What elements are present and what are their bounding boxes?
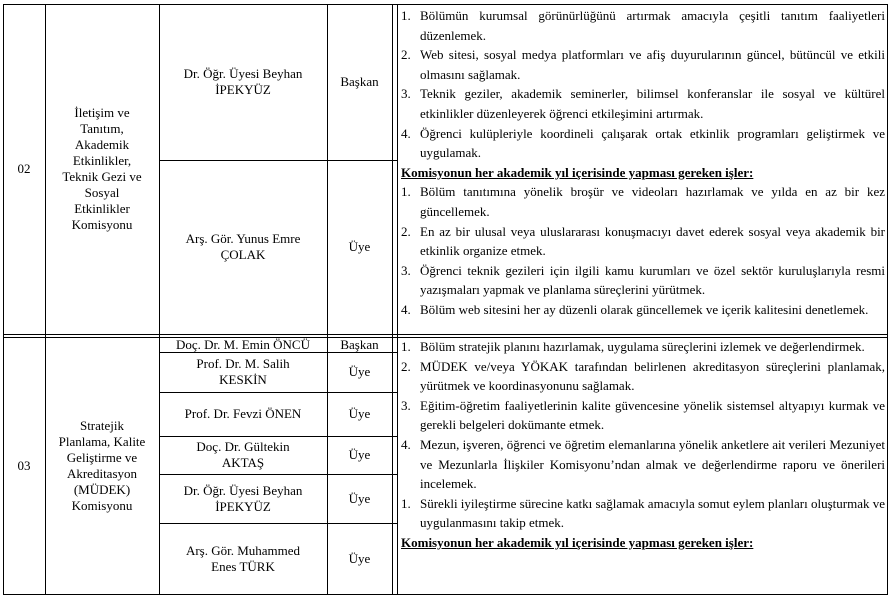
duty-item: 3. Teknik geziler, akademik seminerler, bilimsel konferanslar ile sosyal ve kültürel etkinlikler düzenleyerek öğrenci etkileşimini artırmak. bbox=[401, 86, 885, 121]
duties-heading: Komisyonun her akademik yıl içerisinde yapması gereken işler: bbox=[401, 534, 754, 550]
member-name: Doç. Dr. M. Emin ÖNCÜ bbox=[176, 336, 310, 352]
duty-item: 1. Bölüm tanıtımına yönelik broşür ve videoları hazırlamak ve yılda en az bir kez güncellemek. bbox=[401, 184, 885, 219]
member-role: Başkan bbox=[340, 336, 379, 352]
duties-list bbox=[401, 6, 885, 320]
committee-name: İletişim ve Tanıtım, Akademik Etkinlikler, Teknik Gezi ve Sosyal Etkinlikler Komisyonu bbox=[62, 105, 142, 232]
duty-item: 4. Mezun, işveren, öğrenci ve öğretim elemanlarına yönelik anketlere ait verileri Mezuniyet ve Mezunlarla İlişkiler Komisyonu’ndan almak ve değerlendirme raporu ve önerileri incelemek. bbox=[401, 436, 886, 492]
duty-item: 1. Bölüm stratejik planını hazırlamak, uygulama süreçlerini izlemek ve değerlendirmek. bbox=[401, 339, 865, 354]
duty-item: 2. MÜDEK ve/veya YÖKAK tarafından belirlenen akreditasyon süreçlerini planlamak, yürütmek ve koordinasyonunu sağlamak. bbox=[401, 358, 886, 394]
member-name: Prof. Dr. M. Salih KESKİN bbox=[196, 356, 290, 387]
member-role: Üye bbox=[348, 239, 371, 254]
member-name: Prof. Dr. Fevzi ÖNEN bbox=[184, 406, 302, 421]
committee-table bbox=[3, 4, 888, 595]
duty-item: 3. Eğitim-öğretim faaliyetlerinin kalite güvencesine yönelik sistemsel altyapıyı kurmak ve gerekli belgeleri dokümante etmek. bbox=[401, 397, 886, 433]
duties-heading: Komisyonun her akademik yıl içerisinde yapması gereken işler: bbox=[401, 164, 754, 180]
member-role: Üye bbox=[348, 447, 371, 462]
duty-item: 4. Öğrenci kulüpleriyle koordineli çalışarak ortak etkinlik programları geliştirmek ve uygulamak. bbox=[401, 125, 885, 161]
member-role: Başkan bbox=[340, 74, 379, 89]
member-role: Üye bbox=[348, 364, 371, 379]
committee-number: 03 bbox=[17, 457, 31, 473]
committee-name: Stratejik Planlama, Kalite Geliştirme ve Akreditasyon (MÜDEK) Komisyonu bbox=[58, 417, 146, 513]
member-name: Arş. Gör. Muhammed Enes TÜRK bbox=[185, 542, 301, 574]
duty-item: 3. Öğrenci teknik gezileri için ilgili kamu kurumları ve özel sektör kuruluşlarıyla resmi yazışmaları yapmak ve planlama süreçlerini yürütmek. bbox=[401, 262, 885, 298]
duty-item: 4. Bölüm web sitesini her ay düzenli olarak güncellemek ve içerik kalitesini denetlemek. bbox=[401, 301, 869, 317]
member-role: Üye bbox=[348, 550, 371, 566]
member-role: Üye bbox=[348, 406, 371, 421]
duty-item: 2. Web sitesi, sosyal medya platformları ve afiş duyurularının güncel, bütüncül ve etkili olmasını sağlamak. bbox=[401, 47, 885, 82]
committee-number: 02 bbox=[17, 161, 31, 176]
member-name: Dr. Öğr. Üyesi Beyhan İPEKYÜZ bbox=[183, 66, 303, 97]
duty-item: 2. En az bir ulusal veya uluslararası konuşmacıyı davet ederek sosyal veya akademik bir etkinlik organize etmek. bbox=[401, 223, 886, 259]
member-name: Doç. Dr. Gültekin AKTAŞ bbox=[196, 439, 290, 470]
duty-item: 1. Bölümün kurumsal görünürlüğünü artırmak amacıyla çeşitli tanıtım faaliyetleri düzenlemek. bbox=[401, 8, 886, 43]
duty-item: 1. Sürekli iyileştirme sürecine katkı sağlamak amacıyla somut eylem planları oluşturmak ve uygulanmasını takip etmek. bbox=[401, 495, 886, 531]
member-role: Üye bbox=[348, 490, 371, 506]
duties-list bbox=[401, 337, 885, 553]
member-name: Dr. Öğr. Üyesi Beyhan İPEKYÜZ bbox=[183, 482, 303, 514]
member-name: Arş. Gör. Yunus Emre ÇOLAK bbox=[185, 231, 301, 262]
